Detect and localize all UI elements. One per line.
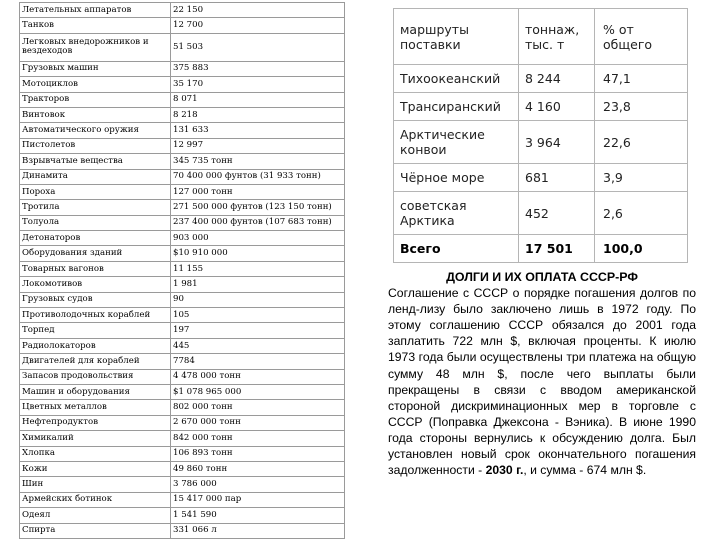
supply-row [20,369,345,384]
supply-row [20,77,345,92]
routes-total-row [394,235,688,263]
supply-item: Локомотивов [20,277,171,292]
supply-item: Цветных металлов [20,400,171,415]
supply-quantity: 7784 [171,354,345,369]
supply-row [20,308,345,323]
routes-header-row [394,9,688,65]
route-tonnage: 4 160 [519,93,595,121]
supply-item: Тракторов [20,92,171,107]
supply-row [20,523,345,538]
route-name: советская Арктика [394,192,519,235]
supply-item: Торпед [20,323,171,338]
supply-row [20,33,345,61]
supply-quantity: 35 170 [171,77,345,92]
supply-quantity: 8 071 [171,92,345,107]
supply-item: Запасов продовольствия [20,369,171,384]
supply-quantity: 237 400 000 фунтов (107 683 тонн) [171,215,345,230]
total-tonnage: 17 501 [519,235,595,263]
supply-row [20,261,345,276]
supply-quantity: 331 066 л [171,523,345,538]
supply-row [20,246,345,261]
supply-row [20,107,345,122]
supply-row [20,415,345,430]
debt-body-text: Соглашение с СССР о порядке погашения долгов по ленд-лизу было заключено лишь в 1972 году. По этому соглашению СССР обязался до 2001 года заплатить 722 млн $, включая проценты. К июлю 1973 года были осуществлены три платежа на общую сумму 48 млн $, после чего выплаты были прекращены в связи с вводом американской стороной дискриминационных мер в торговле с СССР (Поправка Джексона - Вэника). В июне 1990 года стороны вернулись к обсуждению долга. Был установлен новый срок окончательного погашения задолженности - [388,286,696,478]
supply-row [20,231,345,246]
supply-quantity: 345 735 тонн [171,154,345,169]
supply-row [20,461,345,476]
supply-item: Мотоциклов [20,77,171,92]
supply-quantity: 3 786 000 [171,477,345,492]
supply-item: Пистолетов [20,138,171,153]
debt-deadline-year: 2030 г. [485,463,524,478]
supply-quantity: 131 633 [171,123,345,138]
total-label: Всего [394,235,519,263]
route-row-pacific [394,65,688,93]
supply-row [20,338,345,353]
supply-item: Шин [20,477,171,492]
supply-quantity: 8 218 [171,107,345,122]
supply-row [20,61,345,76]
supply-row [20,154,345,169]
supply-row [20,3,345,18]
supply-row [20,400,345,415]
header-route: маршруты поставки [394,9,519,65]
supply-routes-table [393,8,688,263]
supply-item: Толуола [20,215,171,230]
route-name: Чёрное море [394,164,519,192]
route-name: Арктические конвои [394,121,519,164]
supply-row [20,277,345,292]
supply-row [20,18,345,33]
supply-item: Машин и оборудования [20,384,171,399]
supply-quantity: 49 860 тонн [171,461,345,476]
supply-item: Кожи [20,461,171,476]
supply-item: Взрывчатые вещества [20,154,171,169]
supply-quantity: 70 400 000 фунтов (31 933 тонн) [171,169,345,184]
supply-quantity: 12 700 [171,18,345,33]
supply-quantity: 2 670 000 тонн [171,415,345,430]
supply-quantity: 842 000 тонн [171,431,345,446]
supply-quantity: 197 [171,323,345,338]
supply-table-body [20,3,345,539]
debt-body [388,285,696,478]
supply-quantity: 445 [171,338,345,353]
header-tonnage: тоннаж, тыс. т [519,9,595,65]
supply-item: Армейских ботинок [20,492,171,507]
route-percent: 3,9 [595,164,688,192]
supply-quantity: 375 883 [171,61,345,76]
route-percent: 22,6 [595,121,688,164]
supply-quantity: 802 000 тонн [171,400,345,415]
supply-row [20,508,345,523]
supply-item: Легковых внедорожников и вездеходов [20,33,171,61]
supply-row [20,446,345,461]
route-tonnage: 8 244 [519,65,595,93]
supply-quantity: 90 [171,292,345,307]
supply-quantity: $1 078 965 000 [171,384,345,399]
route-percent: 47,1 [595,65,688,93]
route-percent: 23,8 [595,93,688,121]
supply-quantity: 271 500 000 фунтов (123 150 тонн) [171,200,345,215]
supply-quantity: 105 [171,308,345,323]
supply-quantity: 51 503 [171,33,345,61]
supply-row [20,184,345,199]
route-name: Тихоокеанский [394,65,519,93]
supply-row [20,200,345,215]
supply-quantity: 4 478 000 тонн [171,369,345,384]
supply-item: Двигателей для кораблей [20,354,171,369]
supply-row [20,492,345,507]
supply-item: Танков [20,18,171,33]
route-tonnage: 452 [519,192,595,235]
total-percent: 100,0 [595,235,688,263]
supply-item: Одеял [20,508,171,523]
supply-quantity: 12 997 [171,138,345,153]
route-row-arctic-convoys [394,121,688,164]
supply-quantity: 1 541 590 [171,508,345,523]
supply-item: Тротила [20,200,171,215]
supply-row [20,431,345,446]
supply-item: Летательных аппаратов [20,3,171,18]
supply-item: Противолодочных кораблей [20,308,171,323]
supply-row [20,384,345,399]
route-tonnage: 3 964 [519,121,595,164]
supply-item: Химикалий [20,431,171,446]
supply-item: Пороха [20,184,171,199]
supply-row [20,92,345,107]
supply-quantity: 22 150 [171,3,345,18]
lend-lease-supply-table [19,2,345,539]
supply-quantity: 127 000 тонн [171,184,345,199]
supply-item: Винтовок [20,107,171,122]
supply-item: Грузовых машин [20,61,171,76]
debt-body-text-end: , и сумма - 674 млн $. [523,463,647,478]
debt-section [388,269,696,478]
supply-item: Детонаторов [20,231,171,246]
route-name: Трансиранский [394,93,519,121]
route-row-black-sea [394,164,688,192]
route-percent: 2,6 [595,192,688,235]
supply-quantity: 15 417 000 пар [171,492,345,507]
supply-row [20,169,345,184]
supply-item: Динамита [20,169,171,184]
supply-quantity: 903 000 [171,231,345,246]
supply-row [20,477,345,492]
supply-item: Оборудования зданий [20,246,171,261]
supply-item: Автоматического оружия [20,123,171,138]
supply-quantity: $10 910 000 [171,246,345,261]
supply-row [20,138,345,153]
route-row-soviet-arctic [394,192,688,235]
header-percent: % от общего [595,9,688,65]
route-tonnage: 681 [519,164,595,192]
debt-title: ДОЛГИ И ИХ ОПЛАТА СССР-РФ [446,270,638,284]
supply-row [20,354,345,369]
supply-quantity: 1 981 [171,277,345,292]
supply-quantity: 106 893 тонн [171,446,345,461]
supply-item: Нефтепродуктов [20,415,171,430]
supply-row [20,292,345,307]
supply-item: Радиолокаторов [20,338,171,353]
supply-item: Товарных вагонов [20,261,171,276]
supply-item: Грузовых судов [20,292,171,307]
supply-row [20,123,345,138]
supply-item: Хлопка [20,446,171,461]
supply-row [20,323,345,338]
supply-row [20,215,345,230]
supply-quantity: 11 155 [171,261,345,276]
supply-item: Спирта [20,523,171,538]
route-row-transiran [394,93,688,121]
